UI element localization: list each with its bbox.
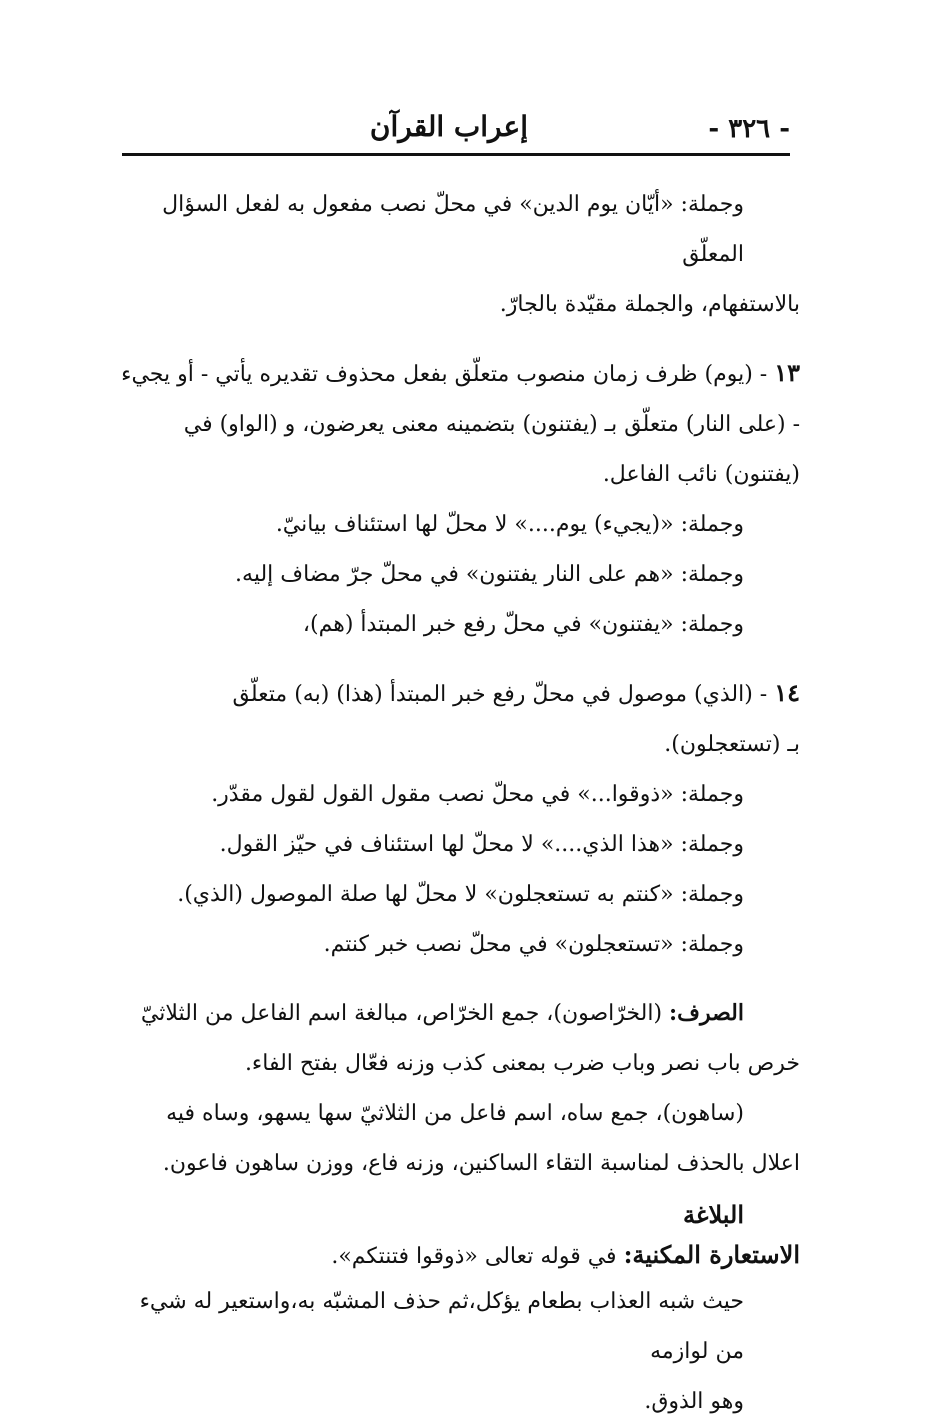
text-line: في قوله تعالى «ذوقوا فتنتكم». xyxy=(331,1244,624,1269)
balagha-heading: البلاغة xyxy=(683,1200,744,1229)
text-line: خرص باب نصر وباب ضرب بمعنى كذب وزنه فعّال بفتح الفاء. xyxy=(244,1051,800,1076)
text-line: اعلال بالحذف لمناسبة التقاء الساكنين، وزنه فاع، ووزن ساهون فاعون. xyxy=(162,1151,800,1176)
text-line: بالاستفهام، والجملة مقيّدة بالجارّ. xyxy=(499,292,800,317)
page-number: - ٣٢٦ - xyxy=(708,114,790,144)
balagha-subheading-line xyxy=(110,1235,800,1277)
text-line: - (الذي) موصول في محلّ رفع خبر المبتدأ (هذا) (به) متعلّق xyxy=(232,682,775,707)
text-line: - (على النار) متعلّق بـ (يفتنون) بتضمينه معنى يعرضون، و (الواو) في xyxy=(183,412,800,437)
text-line: (ساهون)، جمع ساه، اسم فاعل من الثلاثيّ سها يسهو، وساه فيه xyxy=(166,1101,744,1126)
text-line: حيث شبه العذاب بطعام يؤكل،ثم حذف المشبّه به،واستعير له شيء من لوازمه xyxy=(139,1289,744,1364)
verse-number: ١٣ xyxy=(774,358,800,387)
page-header xyxy=(122,104,790,150)
sarf-paragraph xyxy=(110,988,800,1039)
balagha-body xyxy=(110,1277,800,1427)
sentence-analysis: وجملة: «ذوقوا...» في محلّ نصب مقول القول لقول مقدّر. xyxy=(211,782,744,807)
header-rule xyxy=(122,153,790,156)
verse-14-analysis xyxy=(110,668,800,720)
sentence-analysis: وجملة: «يفتنون» في محلّ رفع خبر المبتدأ (هم)، xyxy=(302,612,744,637)
sentence-analysis: وجملة: «هذا الذي....» لا محلّ لها استئناف في حيّز القول. xyxy=(219,832,744,857)
book-title: إعراب القرآن xyxy=(369,110,528,143)
sarf-label: الصرف: xyxy=(669,1000,744,1026)
page-body xyxy=(110,180,800,1427)
text-line: (الخرّاصون)، جمع الخرّاص، مبالغة اسم الفاعل من الثلاثيّ xyxy=(140,1001,670,1026)
sentence-analysis: وجملة: «هم على النار يفتنون» في محلّ جرّ مضاف إليه. xyxy=(235,562,744,587)
sentence-analysis: وجملة: «تستعجلون» في محلّ نصب خبر كنتم. xyxy=(323,932,744,957)
text-line: بـ (تستعجلون). xyxy=(664,732,800,757)
verse-number: ١٤ xyxy=(774,678,800,707)
text-line: وجملة: «أيّان يوم الدين» في محلّ نصب مفعول به لفعل السؤال المعلّق xyxy=(162,192,744,267)
text-line: (يفتنون) نائب الفاعل. xyxy=(602,462,800,487)
verse-13-analysis xyxy=(110,348,800,400)
text-line: وهو الذوق. xyxy=(644,1389,744,1414)
text-line: - (يوم) ظرف زمان منصوب متعلّق بفعل محذوف تقديره يأتي - أو يجيء xyxy=(121,362,775,387)
sentence-analysis: وجملة: «كنتم به تستعجلون» لا محلّ لها صلة الموصول (الذي). xyxy=(177,882,744,907)
balagha-subheading: الاستعارة المكنية: xyxy=(623,1240,800,1269)
sentence-analysis: وجملة: «(يجيء) يوم....» لا محلّ لها استئناف بيانيّ. xyxy=(275,512,744,537)
